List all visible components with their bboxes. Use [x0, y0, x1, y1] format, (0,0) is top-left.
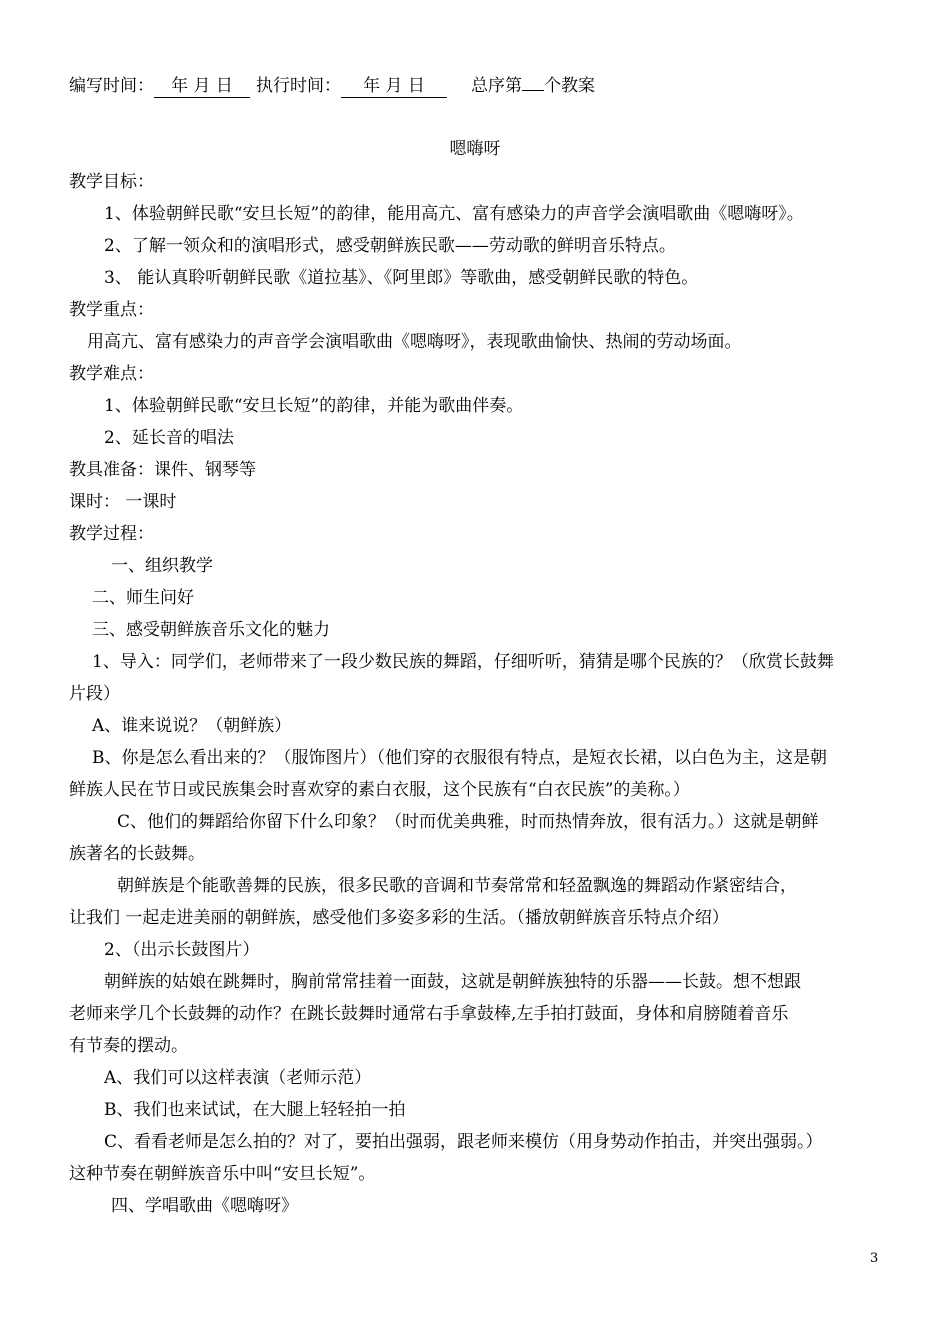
difficulty-2: 2、延长音的唱法: [104, 428, 234, 448]
difficulty-1: 1、体验朝鲜民歌“安旦长短”的韵律，并能为歌曲伴奏。: [104, 396, 524, 416]
exec-time-field: 年 月 日: [341, 75, 447, 98]
item-c-line-2: 族著名的长鼓舞。: [69, 844, 205, 864]
paragraph-drum-line-2: 老师来学几个长鼓舞的动作？在跳长鼓舞时通常右手拿鼓棒,左手拍打鼓面，身体和肩膀随着音乐: [69, 1004, 789, 1024]
paragraph-korean-line-2: 让我们 一起走进美丽的朝鲜族，感受他们多姿多彩的生活。（播放朝鲜族音乐特点介绍）: [69, 908, 729, 928]
paragraph-intro-line-1: 1、导入：同学们，老师带来了一段少数民族的舞蹈，仔细听听，猜猜是哪个民族的？（欣赏长鼓舞: [92, 652, 834, 672]
paragraph-drum-line-3: 有节奏的摆动。: [69, 1036, 188, 1056]
key-point-text: 用高亢、富有感染力的声音学会演唱歌曲《嗯嗨呀》，表现歌曲愉快、热闹的劳动场面。: [87, 332, 742, 352]
paragraph-drum-line-1: 朝鲜族的姑娘在跳舞时，胸前常常挂着一面鼓，这就是朝鲜族独特的乐器——长鼓。想不想跟: [104, 972, 801, 992]
class-hours: 课时： 一课时: [69, 492, 177, 512]
section-heading-objectives: 教学目标：: [69, 172, 154, 192]
lesson-header: [69, 74, 595, 98]
exec-time-label: 执行时间：: [256, 76, 341, 96]
teaching-aids: 教具准备：课件、钢琴等: [69, 460, 256, 480]
serial-prefix: 总序第: [471, 76, 522, 96]
drum-item-a: A、我们可以这样表演（老师示范）: [104, 1068, 372, 1088]
paragraph-korean-line-1: 朝鲜族是个能歌善舞的民族，很多民歌的音调和节奏常常和轻盈飘逸的舞蹈动作紧密结合，: [117, 876, 797, 896]
item-c-line-1: C、他们的舞蹈给你留下什么印象？（时而优美典雅，时而热情奔放，很有活力。）这就是朝鲜: [117, 812, 819, 832]
section-heading-process: 教学过程：: [69, 524, 154, 544]
drum-item-c-line-2: 这种节奏在朝鲜族音乐中叫“安旦长短”。: [69, 1164, 376, 1184]
document-title: 嗯嗨呀: [449, 139, 501, 159]
step-3: 三、感受朝鲜族音乐文化的魅力: [92, 620, 330, 640]
serial-number-field: [522, 90, 544, 91]
serial-suffix: 个教案: [544, 76, 595, 96]
write-time-label: 编写时间：: [69, 76, 154, 96]
step-drum-image: 2、（出示长鼓图片）: [104, 940, 260, 960]
paragraph-intro-line-2: 片段）: [69, 684, 120, 704]
item-a: A、谁来说说？（朝鲜族）: [92, 716, 292, 736]
step-1: 一、组织教学: [111, 556, 213, 576]
section-heading-key-points: 教学重点：: [69, 300, 154, 320]
section-heading-difficulties: 教学难点：: [69, 364, 154, 384]
write-time-field: 年 月 日: [154, 75, 250, 98]
objective-3: 3、 能认真聆听朝鲜民歌《道拉基》、《阿里郎》等歌曲，感受朝鲜民歌的特色。: [104, 268, 699, 288]
step-4: 四、学唱歌曲《嗯嗨呀》: [111, 1196, 298, 1216]
page-number: 3: [870, 1251, 879, 1266]
item-b-line-2: 鲜族人民在节日或民族集会时喜欢穿的素白衣服，这个民族有“白衣民族”的美称。）: [69, 780, 690, 800]
step-2: 二、师生问好: [92, 588, 194, 608]
objective-1: 1、体验朝鲜民歌“安旦长短”的韵律，能用高亢、富有感染力的声音学会演唱歌曲《嗯嗨呀》。: [104, 204, 804, 224]
drum-item-b: B、我们也来试试，在大腿上轻轻拍一拍: [104, 1100, 406, 1120]
drum-item-c-line-1: C、看看老师是怎么拍的？对了，要拍出强弱，跟老师来模仿（用身势动作拍击，并突出强弱。）: [104, 1132, 823, 1152]
objective-2: 2、了解一领众和的演唱形式，感受朝鲜族民歌——劳动歌的鲜明音乐特点。: [104, 236, 676, 256]
item-b-line-1: B、你是怎么看出来的？（服饰图片）（他们穿的衣服很有特点，是短衣长裙，以白色为主，这是朝: [92, 748, 827, 768]
